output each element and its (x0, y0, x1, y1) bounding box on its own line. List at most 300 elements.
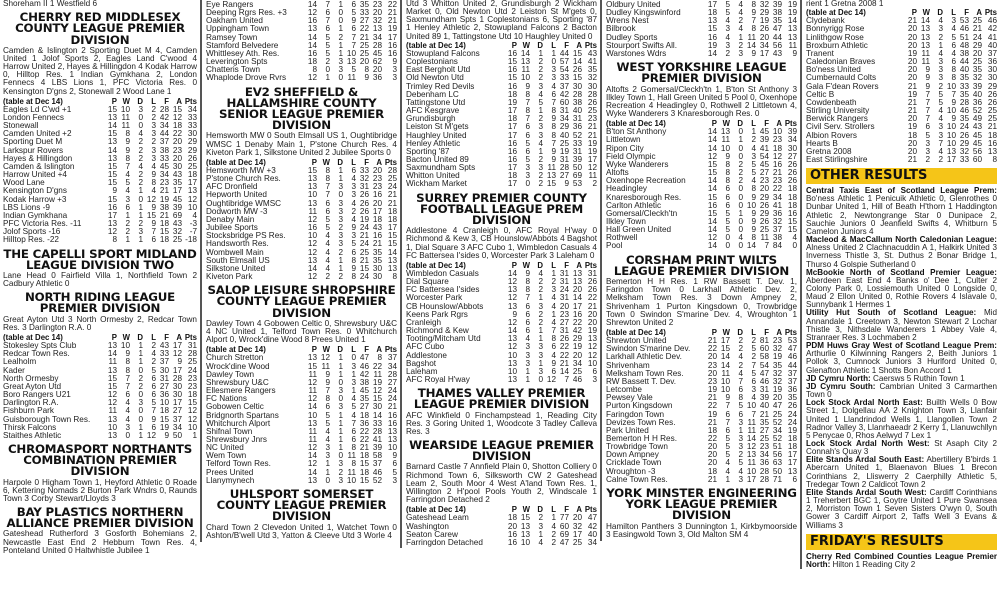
table-row (606, 419, 797, 427)
stat-cell: 20 (907, 139, 917, 148)
stat-cell: 31 (187, 342, 197, 351)
stat-cell: 5 (351, 66, 356, 75)
table-row (206, 444, 397, 452)
stat-cell: 6 (951, 41, 956, 50)
stat-cell: 40 (972, 90, 982, 99)
table-row (606, 234, 797, 242)
stat-cell: 23 (372, 183, 382, 192)
stat-cell: 2 (138, 171, 143, 180)
team-name: Kensington D'gns (3, 187, 67, 196)
other-results-list (806, 187, 997, 530)
stat-cell: 27 (172, 407, 182, 416)
team-name: Harrow United +4 (3, 171, 67, 180)
stat-cell: 46 (959, 25, 969, 34)
stat-cell: 19 (772, 353, 782, 362)
stat-cell: 36 (987, 58, 997, 67)
stat-cell: 4 (938, 17, 943, 26)
stat-cell: 25 (359, 49, 369, 58)
league-results: Altofts 2 Gomersal/Cleckh'tn 1, B'ton St Anthony 3 Ilkley Town 1, Hall Green United 5 Pool 0, Oxenhope Recreation 4 Headingley 0, Rothwell 2 Littletown 4, Wyke Wanderers 3 Knaresborough Res. 0 (606, 84, 797, 118)
stat-cell: 20 (707, 443, 717, 452)
stat-cell: 8 (725, 177, 730, 186)
stat-cell: 16 (572, 310, 582, 319)
stat-cell: 8 (551, 123, 556, 132)
stat-cell: 4 (792, 234, 797, 243)
stat-cell: 5 (538, 98, 543, 107)
stat-cell: 6 (725, 426, 730, 435)
table-row (406, 319, 597, 327)
stat-cell: 3 (725, 25, 730, 34)
stat-cell: 20 (707, 451, 717, 460)
stat-cell: 36 (159, 391, 169, 400)
stat-cell: 1 (338, 256, 343, 265)
stat-cell: 32 (587, 74, 597, 83)
stat-cell: 40 (759, 402, 769, 411)
stat-cell: 14 (107, 122, 117, 131)
stat-cell: 38 (159, 203, 169, 212)
league-name: McBookie North of Scotland Premier League: (806, 267, 997, 277)
stat-cell: 32 (972, 74, 982, 83)
table-header-cell: A (576, 261, 582, 270)
team-name: Ilkley Town (606, 218, 646, 226)
team-name: London Fennecs (3, 114, 64, 123)
stat-cell: 0 (725, 234, 730, 243)
stat-cell: 7 (925, 90, 930, 99)
stat-cell: 8 (525, 90, 530, 99)
table-row (406, 303, 597, 311)
stat-cell: 2 (738, 41, 743, 50)
stat-cell: 9 (151, 415, 156, 424)
stat-cell: 13 (920, 25, 930, 34)
stat-cell: 8 (725, 160, 730, 169)
stat-cell: 11 (747, 418, 756, 427)
team-name: Ramsey Town (206, 33, 258, 42)
stat-cell: 4 (725, 459, 730, 468)
stat-cell: 6 (725, 410, 730, 419)
stat-cell: 18 (707, 9, 717, 18)
stat-cell: 3 (551, 74, 556, 83)
table-row (3, 106, 197, 114)
stat-cell: 1 (338, 41, 343, 50)
stat-cell: 17 (572, 530, 582, 539)
stat-cell: 12 (146, 195, 156, 204)
stat-cell: 24 (387, 387, 397, 396)
stat-cell: 2 (538, 74, 543, 83)
table-row (806, 156, 997, 164)
table-row (206, 50, 397, 58)
stat-cell: 60 (559, 522, 569, 531)
team-name: Uppingham Town (206, 25, 270, 34)
table-header-cell: (table at Dec 14) (3, 333, 63, 342)
table-row (206, 25, 397, 33)
stat-cell: -18 (185, 236, 197, 245)
stat-cell: 32 (959, 147, 969, 156)
stat-cell: 26 (959, 131, 969, 140)
team-name: Clydebank (806, 17, 845, 26)
stat-cell: 1 (138, 342, 143, 351)
stat-cell: 3 (525, 343, 530, 352)
table-row (3, 220, 197, 228)
table-row (206, 387, 397, 395)
table-header-cell: D (537, 506, 543, 515)
table-row (3, 375, 197, 383)
stat-cell: 21 (387, 17, 397, 26)
stat-cell: 2 (151, 105, 156, 114)
table-header-cell: F (564, 41, 569, 50)
table-header-cell: Pts (584, 41, 597, 50)
stat-cell: 8 (551, 335, 556, 344)
team-name: Shrewsbury U&C (206, 378, 269, 387)
stat-cell: 32 (772, 218, 782, 226)
stat-cell: 42 (587, 522, 597, 531)
league-results: Harpole 0 Higham Town 1, Heyford Athletic 0 Roade 6, Kettering Nomads 2 Burton Park Wndrs 0, Raunds Town 3 Corby Stewart/Lloyds 3 (3, 477, 197, 503)
table-header-cell: A (376, 158, 382, 167)
result-text: Cardiff Corinthians 1 Treherbert BGC 1, Goytre United 1 Pure Swansea 2, Morriston Town 1 Seven Sisters O'wyn 0, South Gower 3 Cardiff Airport 2, Taffs Well 3 Evans & Williams 3 (806, 487, 997, 530)
stat-cell: 23 (707, 361, 717, 370)
stat-cell: 11 (747, 459, 756, 468)
table-row (406, 360, 597, 368)
stat-cell: 16 (107, 203, 117, 212)
stat-cell: 13 (107, 342, 117, 351)
stat-cell: 4 (351, 215, 356, 224)
stat-cell: 8 (325, 167, 330, 175)
stat-cell: 16 (507, 147, 517, 156)
stat-cell: 24 (359, 240, 369, 249)
stat-cell: 4 (738, 25, 743, 34)
stat-cell: 5 (751, 160, 756, 169)
stat-cell: 15 (107, 374, 117, 383)
league-results: Chard Town 2 Clevedon United 1, Watchet Town 0 Ashton/B'well Utd 3, Yatton & Cleeve Utd 3 Worle 4 (206, 522, 397, 540)
stat-cell: 5 (725, 443, 730, 452)
stat-cell: 41 (372, 435, 382, 444)
stat-cell: 18 (907, 131, 917, 140)
table-row (606, 443, 797, 451)
stat-cell: 22 (587, 294, 597, 303)
stat-cell: 13 (387, 435, 397, 444)
stat-cell: 3 (738, 49, 743, 58)
stat-cell: 34 (172, 423, 182, 432)
table-header-cell: A (176, 333, 182, 342)
stat-cell: 29 (187, 146, 197, 155)
stat-cell: 12 (587, 164, 597, 173)
stat-cell: 12 (746, 443, 756, 452)
stat-cell: 14 (307, 403, 317, 412)
stat-cell: 40 (587, 530, 597, 539)
stat-cell: 2 (125, 220, 130, 229)
table-header-cell: L (551, 261, 556, 270)
stat-cell: 7 (351, 33, 356, 42)
stat-cell: 6 (351, 427, 356, 436)
stat-cell: 9 (392, 452, 397, 461)
stat-cell: 6 (351, 435, 356, 444)
stat-cell: 2 (138, 374, 143, 383)
stat-cell: 9 (392, 58, 397, 67)
league-section (406, 388, 597, 436)
team-name: Tranent (806, 49, 834, 58)
stat-cell: 6 (351, 167, 356, 175)
team-name: Sporting '87 (406, 147, 450, 156)
stat-cell: 7 (325, 387, 330, 396)
table-row (206, 477, 397, 485)
team-name: AFC Dronfield (206, 183, 258, 192)
stat-cell: 14 (707, 49, 717, 58)
stat-cell: 34 (759, 41, 769, 50)
table-header-cell: P (511, 41, 517, 50)
league-section (606, 62, 797, 251)
stat-cell: 4 (725, 467, 730, 476)
stat-cell: 33 (572, 139, 582, 148)
stat-cell: 6 (151, 382, 156, 391)
table-row (606, 202, 797, 210)
table-row (3, 155, 197, 163)
stat-cell: 16 (507, 66, 517, 75)
stat-cell: 12 (372, 387, 382, 396)
stat-cell: 18 (772, 144, 782, 153)
stat-cell: 14 (372, 411, 382, 420)
team-name: Tattingstone Utd (406, 98, 466, 107)
team-name: Hall Green United (606, 226, 672, 235)
stat-cell: 19 (159, 195, 169, 204)
stat-cell: 60 (559, 98, 569, 107)
table-row (406, 91, 597, 99)
table-row (406, 327, 597, 335)
stat-cell: 35 (372, 248, 382, 257)
stat-cell: 28 (172, 374, 182, 383)
stat-cell: 2 (138, 382, 143, 391)
stat-cell: 17 (946, 155, 956, 164)
stat-cell: 0 (338, 395, 343, 404)
result-text: Alness United 2 Clachnacuddin A 1, Halkirk United 3 Inverness Thistle 3, St. Duthus 2 Bonar Bridge 1, Thurso 4 Golspie Sutherland 0 (806, 243, 997, 269)
league-table (406, 42, 597, 189)
stat-cell: 28 (387, 167, 397, 175)
stat-cell: 35 (359, 395, 369, 404)
league-results: AFC Winkfield 0 Finchampstead 1, Reading City Res. 3 Goring United 1, Woodcote 3 Tadley Calleva Res. 3 (406, 410, 597, 436)
stat-cell: 20 (572, 351, 582, 360)
stat-cell: 1 (138, 236, 143, 245)
team-name: Fishburn Park (3, 407, 54, 416)
table-header-cell: Pts (384, 158, 397, 167)
stat-cell: 21 (159, 211, 169, 220)
table-row (3, 391, 197, 399)
stat-cell: 13 (307, 25, 317, 34)
stat-cell: 14 (920, 17, 930, 26)
stat-cell: 20 (572, 286, 582, 295)
stat-cell: 4 (751, 177, 756, 186)
team-name: Calne Town Res. (606, 475, 668, 484)
stat-cell: 20 (907, 33, 917, 42)
table-row (606, 345, 797, 353)
stat-cell: 3 (538, 343, 543, 352)
stat-cell: 45 (759, 128, 769, 137)
stat-cell: 9 (125, 138, 130, 147)
stat-cell: 16 (507, 530, 517, 539)
table-row (3, 358, 197, 366)
stat-cell: 9 (551, 115, 556, 124)
stat-cell: 10 (346, 476, 356, 485)
table-row (606, 394, 797, 402)
stat-cell: 32 (372, 17, 382, 26)
stat-cell: 20 (972, 49, 982, 58)
stat-cell: 8 (325, 395, 330, 404)
stat-cell: 5 (351, 9, 356, 18)
stat-cell: 2 (151, 114, 156, 123)
stat-cell: 9 (177, 358, 182, 367)
table-header-row (3, 98, 197, 106)
table-row (406, 99, 597, 107)
stat-cell: 18 (707, 426, 717, 435)
table-row (406, 172, 597, 180)
team-name: Bilbrook (606, 25, 636, 34)
stat-cell: 17 (172, 399, 182, 408)
stat-cell: 11 (121, 122, 130, 131)
stat-cell: 14 (787, 17, 797, 26)
league-results: Gateshead Rutherford 3 Gosforth Bohemians 2, Newcastle East End 2 Hebburn Town Res. 4, Ponteland United 0 Haltwhistle Jubilee 1 (3, 529, 197, 555)
stat-cell: 11 (760, 234, 769, 243)
stat-cell: 37 (772, 226, 782, 235)
stat-cell: -3 (189, 220, 197, 229)
table-row (206, 379, 397, 387)
stat-cell: 26 (759, 25, 769, 34)
stat-cell: 2 (738, 177, 743, 186)
stat-cell: 54 (759, 361, 769, 370)
stat-cell: 13 (107, 138, 117, 147)
stat-cell: 2 (738, 451, 743, 460)
league-name: PDM Huws Gray West of Scotland League Prem: (806, 341, 997, 351)
team-name: Camden & Islington (3, 162, 75, 171)
league-table (406, 262, 597, 384)
stat-cell: 3 (738, 475, 743, 484)
stat-cell: 13 (387, 264, 397, 273)
team-name: East Bergholt Utd (406, 66, 471, 75)
stat-cell: 6 (551, 367, 556, 376)
result-text: Abertillery B'birds 1 Abercarn United 1, Blaenavon Blues 1 Brecon Corinthians 2, Lliswerry 2 Caerphilly Athletic 5, Tredegar Town 2 Caldicot Town 2 (806, 455, 997, 489)
stat-cell: 56 (772, 451, 782, 460)
league-results: Camden & Islington 2 Sporting Duet M 4, Camden United 1 Jolof Sports 2, Eagles Land C'wood 4 Harrow United 2, Hayes & Hillingdon 4 Kodak Harrow 0, Hilltop Res. 1 Indian Gymkhana 2, London Fennecs 4 LBS Lions 1, PFC Victoria Res. 0 Kensington D'gns 2, Stonewall 2 Wood Lane 1 (3, 45, 197, 96)
team-name: Stourport Swifts All. (606, 41, 677, 50)
team-name: Carlton Athletic (606, 201, 662, 210)
stat-cell: 7 (751, 17, 756, 26)
team-name: Stokesley Spts Club (3, 342, 77, 351)
table-header-cell: W (522, 506, 530, 515)
stat-cell: 28 (759, 475, 769, 484)
table-row (806, 107, 997, 115)
stat-cell: 1 (125, 211, 130, 220)
stat-cell: 6 (325, 207, 330, 216)
stat-cell: 3 (338, 215, 343, 224)
stat-cell: 17 (787, 459, 797, 468)
league-table (206, 346, 397, 485)
stat-cell: 15 (159, 415, 169, 424)
stat-cell: 20 (372, 66, 382, 75)
league-title: SALOP LEISURE SHROPSHIRE COUNTY LEAGUE PREMIER DIVISION (207, 283, 396, 320)
stat-cell: 7 (725, 418, 730, 427)
stat-cell: 15 (359, 264, 369, 273)
table-row (606, 136, 797, 144)
stat-cell: 12 (307, 215, 317, 224)
stat-cell: 27 (559, 172, 569, 181)
table-row (3, 130, 197, 138)
stat-cell: 20 (907, 66, 917, 75)
stat-cell: 81 (759, 337, 769, 346)
table-header-cell: D (537, 41, 543, 50)
stat-cell: 20 (907, 41, 917, 50)
stat-cell: 15 (107, 179, 117, 188)
team-name: Wem Town (206, 452, 247, 461)
stat-cell: 35 (959, 90, 969, 99)
stat-cell: 36 (372, 74, 382, 83)
stat-cell: 13 (307, 175, 317, 184)
stat-cell: 10 (307, 411, 317, 420)
stat-cell: 3 (551, 286, 556, 295)
stat-cell: 6 (325, 199, 330, 208)
table-row (406, 523, 597, 531)
stat-cell: 8 (951, 66, 956, 75)
table-header-cell: L (751, 328, 756, 337)
table-row (406, 58, 597, 66)
stat-cell: 20 (572, 514, 582, 523)
league-section (206, 84, 397, 282)
stat-cell: 43 (372, 224, 382, 233)
team-name: Hemsworth MW +3 (206, 167, 276, 175)
stat-cell: 19 (559, 147, 569, 156)
stat-cell: 12 (107, 391, 117, 400)
stat-cell: 19 (707, 41, 717, 50)
stat-cell: 2 (338, 224, 343, 233)
team-name: AFC Royal H'way (406, 376, 470, 385)
stat-cell: 21 (387, 191, 397, 200)
stat-cell: 1 (538, 294, 543, 303)
stat-cell: 18 (507, 172, 517, 181)
stat-cell: 24 (959, 123, 969, 132)
stat-cell: 1 (538, 530, 543, 539)
stat-cell: 9 (151, 171, 156, 180)
table-header-cell: W (122, 333, 130, 342)
stat-cell: 4 (738, 467, 743, 476)
team-name: Tooting/Mitcham Utd (406, 335, 481, 344)
stat-cell: 4 (738, 369, 743, 378)
team-name: Faringdon Town (606, 410, 665, 419)
stat-cell: 8 (151, 179, 156, 188)
stat-cell: 18 (307, 58, 317, 67)
stat-cell: 4 (351, 199, 356, 208)
stat-cell: 16 (707, 201, 717, 210)
stat-cell: 46 (987, 17, 997, 26)
table-row (206, 273, 397, 281)
stat-cell: 6 (151, 374, 156, 383)
table-row (206, 1, 397, 9)
stat-cell: 41 (987, 33, 997, 42)
table-row (206, 42, 397, 50)
stat-cell: 17 (387, 33, 397, 42)
stat-cell: 48 (959, 41, 969, 50)
table-row (406, 66, 597, 74)
team-name: FC Battersea I'sides (406, 286, 480, 295)
stat-cell: 5 (925, 131, 930, 140)
stat-cell: 1 (538, 335, 543, 344)
stat-cell: 14 (307, 452, 317, 461)
stat-cell: 15 (572, 49, 582, 58)
stat-cell: 0 (338, 74, 343, 83)
table-header-row (806, 9, 997, 17)
table-row (606, 337, 797, 345)
stat-cell: 16 (507, 538, 517, 547)
stat-cell: 22 (707, 402, 717, 411)
stat-cell: 1 (338, 435, 343, 444)
stat-cell: 21 (587, 123, 597, 132)
stat-cell: 17 (172, 187, 182, 196)
stat-cell: 15 (707, 160, 717, 169)
stat-cell: 42 (159, 114, 169, 123)
stat-cell: 17 (587, 155, 597, 164)
